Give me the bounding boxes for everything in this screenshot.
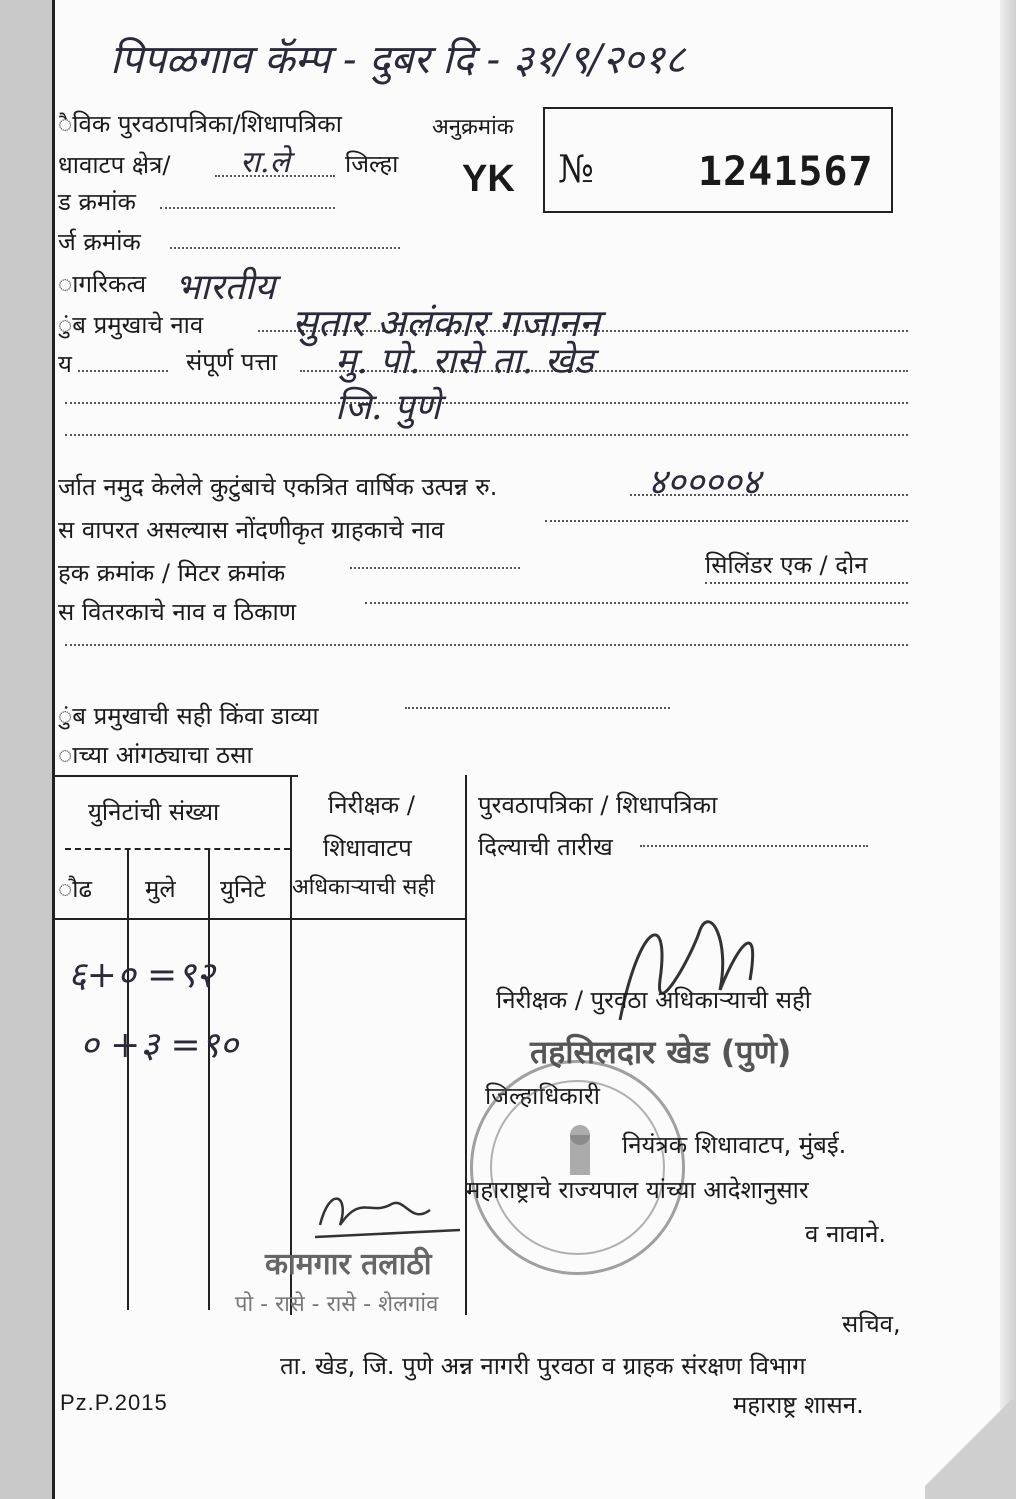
col-units: युनिटे <box>220 875 266 903</box>
collector-label: जिल्हाधिकारी <box>485 1082 600 1110</box>
inspector-header-1: निरीक्षक / <box>328 791 415 819</box>
address-prefix: य <box>58 350 72 378</box>
citizenship-value: भारतीय <box>175 267 276 308</box>
issue-date-label-2: दिल्याची तारीख <box>478 833 613 861</box>
card-number: 1241567 <box>698 149 874 195</box>
signature-label-2: ाच्या आंगठ्याचा ठसा <box>58 741 253 769</box>
name-suffix: व नावाने. <box>805 1220 887 1248</box>
number-symbol: № <box>558 147 594 191</box>
governor-order: महाराष्ट्राचे राज्यपाल यांच्या आदेशानुसार <box>466 1176 809 1204</box>
inspector-header-3: अधिकाऱ्याची सही <box>292 875 435 900</box>
secretary: सचिव, <box>842 1310 901 1338</box>
tehsildar-stamp: तहसिलदार खेड (पुणे) <box>530 1033 792 1071</box>
income-value: ४००००४ <box>648 462 761 503</box>
citizenship-label: ागरिकत्व <box>58 270 147 298</box>
head-name-label: ुंब प्रमुखाचे नाव <box>58 311 204 339</box>
distributor-label: स वितरकाचे नाव व ठिकाण <box>58 598 297 626</box>
arj-label: र्ज क्रमांक <box>58 228 141 256</box>
inspector-sign-label: निरीक्षक / पुरवठा अधिकाऱ्याची सही <box>496 986 811 1014</box>
government: महाराष्ट्र शासन. <box>733 1391 864 1419</box>
address-label: संपूर्ण पत्ता <box>186 348 278 376</box>
units-header: युनिटांची संख्या <box>88 798 220 826</box>
gas-consumer-label: स वापरत असल्यास नोंदणीकृत ग्राहकाचे नाव <box>58 516 445 544</box>
inspector-header-2: शिधावाटप <box>323 834 412 862</box>
handwritten-header: पिपळगाव कॅम्प - दुबर दि - ३१/९/२०१८ <box>110 37 686 83</box>
page-curl <box>925 1400 1015 1499</box>
income-label: र्जात नमुद केलेले कुटुंबाचे एकत्रित वार्षिक उत्पन्न रु. <box>58 473 498 501</box>
card-series: YK <box>462 158 515 200</box>
col-adult: ौढ <box>58 875 92 903</box>
table-row-2: ० +३ =९० <box>80 1025 239 1066</box>
address-line-2: जि. पुणे <box>335 387 441 428</box>
card-title: ैविक पुरवठापत्रिका/शिधापत्रिका <box>58 110 342 138</box>
area-label: धावाटप क्षेत्र/ <box>58 151 171 179</box>
area-value: रा.ले <box>240 145 290 180</box>
page-left-border <box>52 0 55 1499</box>
serial-label: अनुक्रमांक <box>432 115 514 140</box>
district-label: जिल्हा <box>345 150 399 178</box>
meter-label: हक क्रमांक / मिटर क्रमांक <box>58 559 286 587</box>
controller-label: नियंत्रक शिधावाटप, मुंबई. <box>622 1131 847 1159</box>
binding-strip <box>0 0 52 1499</box>
signature-label-1: ुंब प्रमुखाची सही किंवा डाव्या <box>58 702 319 730</box>
issue-date-label-1: पुरवठापत्रिका / शिधापत्रिका <box>478 791 718 819</box>
talathi-signature <box>310 1185 470 1245</box>
cylinder-label: सिलिंडर एक / दोन <box>705 551 868 579</box>
talathi-place: पो - रासे - रासे - शेलगांव <box>235 1292 439 1317</box>
kramank-label: ड क्रमांक <box>58 188 136 216</box>
address-line-1: मु. पो. रासे ता. खेड <box>335 341 594 382</box>
page-right-edge <box>1000 0 1016 1499</box>
department-line: ता. खेड, जि. पुणे अन्न नागरी पुरवठा व ग्राहक संरक्षण विभाग <box>280 1352 806 1380</box>
head-name-value: सुतार अलंकार गजानन <box>292 301 600 345</box>
inspector-signature <box>600 900 800 1040</box>
col-children: मुले <box>145 875 176 903</box>
form-code: Pz.P.2015 <box>60 1390 168 1415</box>
talathi-stamp: कामगार तलाठी <box>265 1247 432 1282</box>
table-row-1: ६+० =९२ <box>68 955 215 996</box>
